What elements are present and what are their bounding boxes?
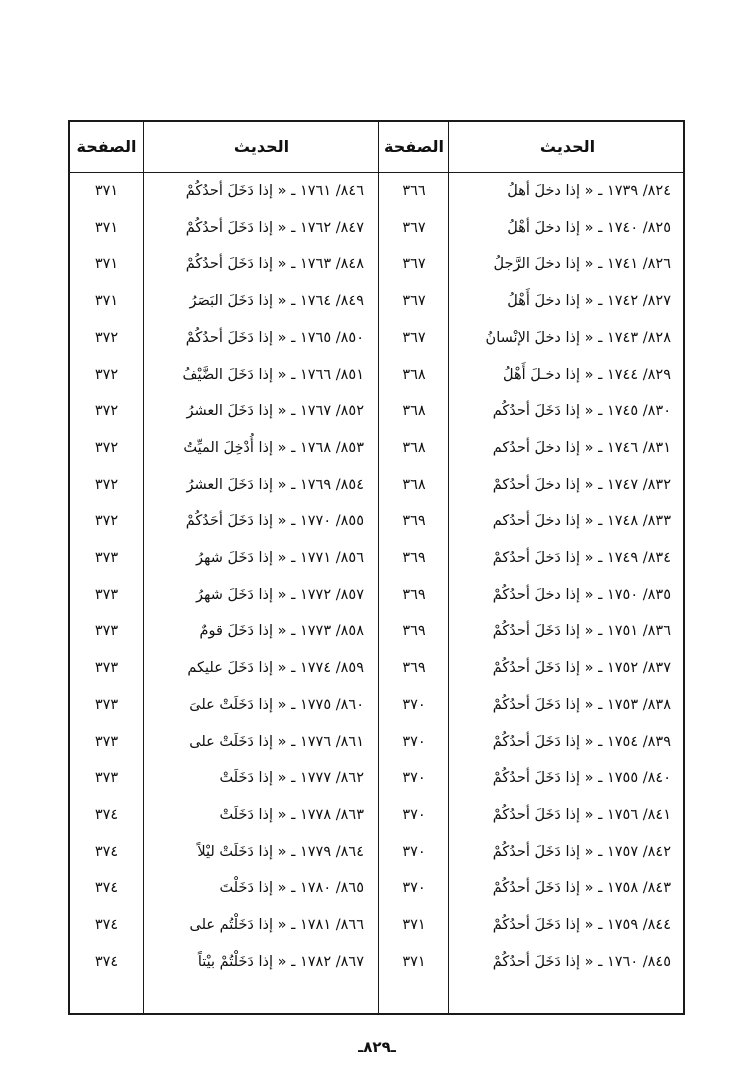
header-page-left: الصفحة [76,137,137,156]
page-number-cell: ٣٦٨ [402,403,426,420]
page-number-cell: ٣٧١ [402,917,426,933]
page-number-cell: ٣٧٣ [94,696,119,713]
column-divider [143,122,144,1013]
page-number-cell: ٣٧٤ [94,806,119,823]
hadith-entry: ٨٤٨/ ١٧٦٣ ـ « إذا دَخَلَ أحدُكُمْ [185,256,364,273]
hadith-entry: ٨٤٧/ ١٧٦٢ ـ « إذا دَخَلَ أحدُكُمْ [185,219,364,236]
hadith-entry: ٨٢٧/ ١٧٤٢ ـ « إذا دخلَ أَهْلُ [507,293,671,310]
header-hadith-left: الحديث [233,137,290,156]
hadith-entry: ٨٣٥/ ١٧٥٠ ـ « إذا دخلَ أحدُكُمْ [492,586,671,603]
page-number-cell: ٣٧٤ [94,843,119,860]
page-number-cell: ٣٧٠ [402,696,426,713]
header-hadith-right: الحديث [539,137,596,156]
hadith-entry: ٨٥٨/ ١٧٧٣ ـ « إذا دَخَلَ قومٌ [199,623,364,640]
page-number-cell: ٣٦٨ [402,366,426,383]
hadith-entry: ٨٣٨/ ١٧٥٣ ـ « إذا دَخَلَ أحدُكُمْ [492,696,671,713]
hadith-entry: ٨٤٣/ ١٧٥٨ ـ « إذا دَخَلَ أحدُكُمْ [492,880,671,897]
page-number-cell: ٣٧١ [94,256,119,273]
header-page-right: الصفحة [383,137,444,156]
page-number-cell: ٣٧٣ [94,733,119,750]
page-number-cell: ٣٧٢ [94,403,119,420]
page-number-cell: ٣٦٦ [402,183,426,199]
index-table [68,120,685,1015]
hadith-entry: ٨٣٠/ ١٧٤٥ ـ « إذا دَخَلَ أحدُكُم [492,403,671,420]
hadith-entry: ٨٥٩/ ١٧٧٤ ـ « إذا دَخَلَ عليكم [187,660,364,677]
hadith-entry: ٨٥٢/ ١٧٦٧ ـ « إذا دَخَلَ العشرُ [186,403,364,420]
page-number-cell: ٣٧٣ [94,623,119,640]
page-number-cell: ٣٧٢ [94,476,119,493]
page-number-cell: ٣٧٣ [94,660,119,677]
hadith-entry: ٨٦١/ ١٧٧٦ ـ « إذا دَخَلَتْ على [189,733,364,750]
page-number-cell: ٣٦٩ [402,550,426,566]
hadith-entry: ٨٦٣/ ١٧٧٨ ـ « إذا دَخَلَتْ [219,806,364,823]
hadith-entry: ٨٢٦/ ١٧٤١ ـ « إذا دخلَ الرَّجلُ [493,256,671,273]
page-number-cell: ٣٧٢ [94,329,119,346]
page-number-cell: ٣٦٩ [402,660,426,677]
hadith-entry: ٨٥٣/ ١٧٦٨ ـ « إذا أُدْخِلَ الميِّتُ [183,439,364,456]
page-number-cell: ٣٦٧ [402,219,426,236]
page-number-cell: ٣٧٤ [94,880,119,897]
page-number-cell: ٣٧٣ [94,770,119,787]
page-number-cell: ٣٧٤ [94,917,119,933]
page-number-cell: ٣٧٣ [94,586,119,603]
page-number-cell: ٣٦٩ [402,586,426,603]
page-number-cell: ٣٧١ [94,219,119,236]
page-number-cell: ٣٦٧ [402,293,426,310]
page-number-cell: ٣٧٠ [402,770,426,787]
hadith-entry: ٨٣٣/ ١٧٤٨ ـ « إذا دخلَ أحدُكم [492,513,671,530]
hadith-entry: ٨٢٥/ ١٧٤٠ ـ « إذا دخلَ أهْلُ [507,219,671,236]
hadith-entry: ٨٢٨/ ١٧٤٣ ـ « إذا دخلَ الإنْسانُ [485,329,671,346]
page-number-cell: ٣٦٧ [402,256,426,273]
page-number-cell: ٣٧٢ [94,366,119,383]
page-number-cell: ٣٧٢ [94,513,119,530]
page-number-cell: ٣٧٠ [402,806,426,823]
page-number-cell: ٣٧٠ [402,733,426,750]
hadith-entry: ٨٥٧/ ١٧٧٢ ـ « إذا دَخَلَ شهرُ [196,586,364,603]
hadith-entry: ٨٦٧/ ١٧٨٢ ـ « إذا دَخَلْتُمْ بيْتاً [197,953,364,970]
hadith-entry: ٨٣٧/ ١٧٥٢ ـ « إذا دَخَلَ أحدُكُمْ [492,660,671,677]
hadith-entry: ٨٢٩/ ١٧٤٤ ـ « إذا دخـلَ أَهْلُ [502,366,671,383]
hadith-entry: ٨٥٥/ ١٧٧٠ ـ « إذا دَخَلَ أحَدُكُمْ [185,513,364,530]
hadith-entry: ٨٤٥/ ١٧٦٠ ـ « إذا دَخَلَ أحدُكُمْ [492,953,671,970]
page-number: ـ٨٢٩ـ [358,1038,396,1056]
hadith-entry: ٨٦٤/ ١٧٧٩ ـ « إذا دَخَلَتْ ليْلاً [197,843,364,860]
hadith-entry: ٨٥٤/ ١٧٦٩ ـ « إذا دَخَلَ العشرُ [186,476,364,493]
page-number-cell: ٣٧٠ [402,880,426,897]
page-number-cell: ٣٧٣ [94,550,119,566]
hadith-entry: ٨٣٢/ ١٧٤٧ ـ « إذا دخلَ أحدُكمْ [492,476,671,493]
hadith-entry: ٨٤٤/ ١٧٥٩ ـ « إذا دَخَلَ أحدُكُمْ [492,917,671,933]
page-number-cell: ٣٧٢ [94,439,119,456]
page-number-cell: ٣٧١ [94,293,119,310]
hadith-entry: ٨٣١/ ١٧٤٦ ـ « إذا دخلَ أحدُكم [492,439,671,456]
column-divider [448,122,449,1013]
hadith-entry: ٨٦٠/ ١٧٧٥ ـ « إذا دَخَلَتْ علىَ [189,696,364,713]
hadith-entry: ٨٥٠/ ١٧٦٥ ـ « إذا دَخَلَ أحدُكُمْ [185,329,364,346]
page-number-cell: ٣٦٩ [402,623,426,640]
hadith-entry: ٨٥١/ ١٧٦٦ ـ « إذا دَخَلَ الضَّيْفُ [182,366,364,383]
hadith-entry: ٨٥٦/ ١٧٧١ ـ « إذا دَخَلَ شهرُ [196,550,364,566]
hadith-entry: ٨٤٦/ ١٧٦١ ـ « إذا دَخَلَ أحدُكُمْ [185,183,364,199]
hadith-entry: ٨٤١/ ١٧٥٦ ـ « إذا دَخَلَ أحدُكُمْ [492,806,671,823]
hadith-entry: ٨٢٤/ ١٧٣٩ ـ « إذا دخلَ أهلُ [507,183,671,199]
hadith-entry: ٨٣٤/ ١٧٤٩ ـ « إذا دَخلَ أحدُكمْ [492,550,671,566]
hadith-entry: ٨٦٥/ ١٧٨٠ ـ « إذا دَخَلْتَ [219,880,364,897]
page-number-cell: ٣٦٨ [402,476,426,493]
page-number-cell: ٣٦٧ [402,329,426,346]
hadith-entry: ٨٤٠/ ١٧٥٥ ـ « إذا دَخَلَ أحدُكُمْ [492,770,671,787]
hadith-entry: ٨٣٩/ ١٧٥٤ ـ « إذا دَخَلَ أحدُكُمْ [492,733,671,750]
page-number-cell: ٣٧١ [402,953,426,970]
column-divider [378,122,379,1013]
page-number-cell: ٣٧١ [94,183,119,199]
page-number-cell: ٣٧٤ [94,953,119,970]
hadith-entry: ٨٦٢/ ١٧٧٧ ـ « إذا دَخَلَتْ [219,770,364,787]
hadith-entry: ٨٦٦/ ١٧٨١ ـ « إذا دَخَلْتُم على [189,917,364,933]
header-divider [70,172,683,173]
hadith-entry: ٨٤٢/ ١٧٥٧ ـ « إذا دَخَلَ أحدُكُمْ [492,843,671,860]
page-number-cell: ٣٦٨ [402,439,426,456]
hadith-entry: ٨٣٦/ ١٧٥١ ـ « إذا دَخَلَ أحدُكُمْ [492,623,671,640]
page-number-cell: ٣٧٠ [402,843,426,860]
page-number-cell: ٣٦٩ [402,513,426,530]
hadith-entry: ٨٤٩/ ١٧٦٤ ـ « إذا دَخَلَ البَصَرُ [189,293,364,310]
